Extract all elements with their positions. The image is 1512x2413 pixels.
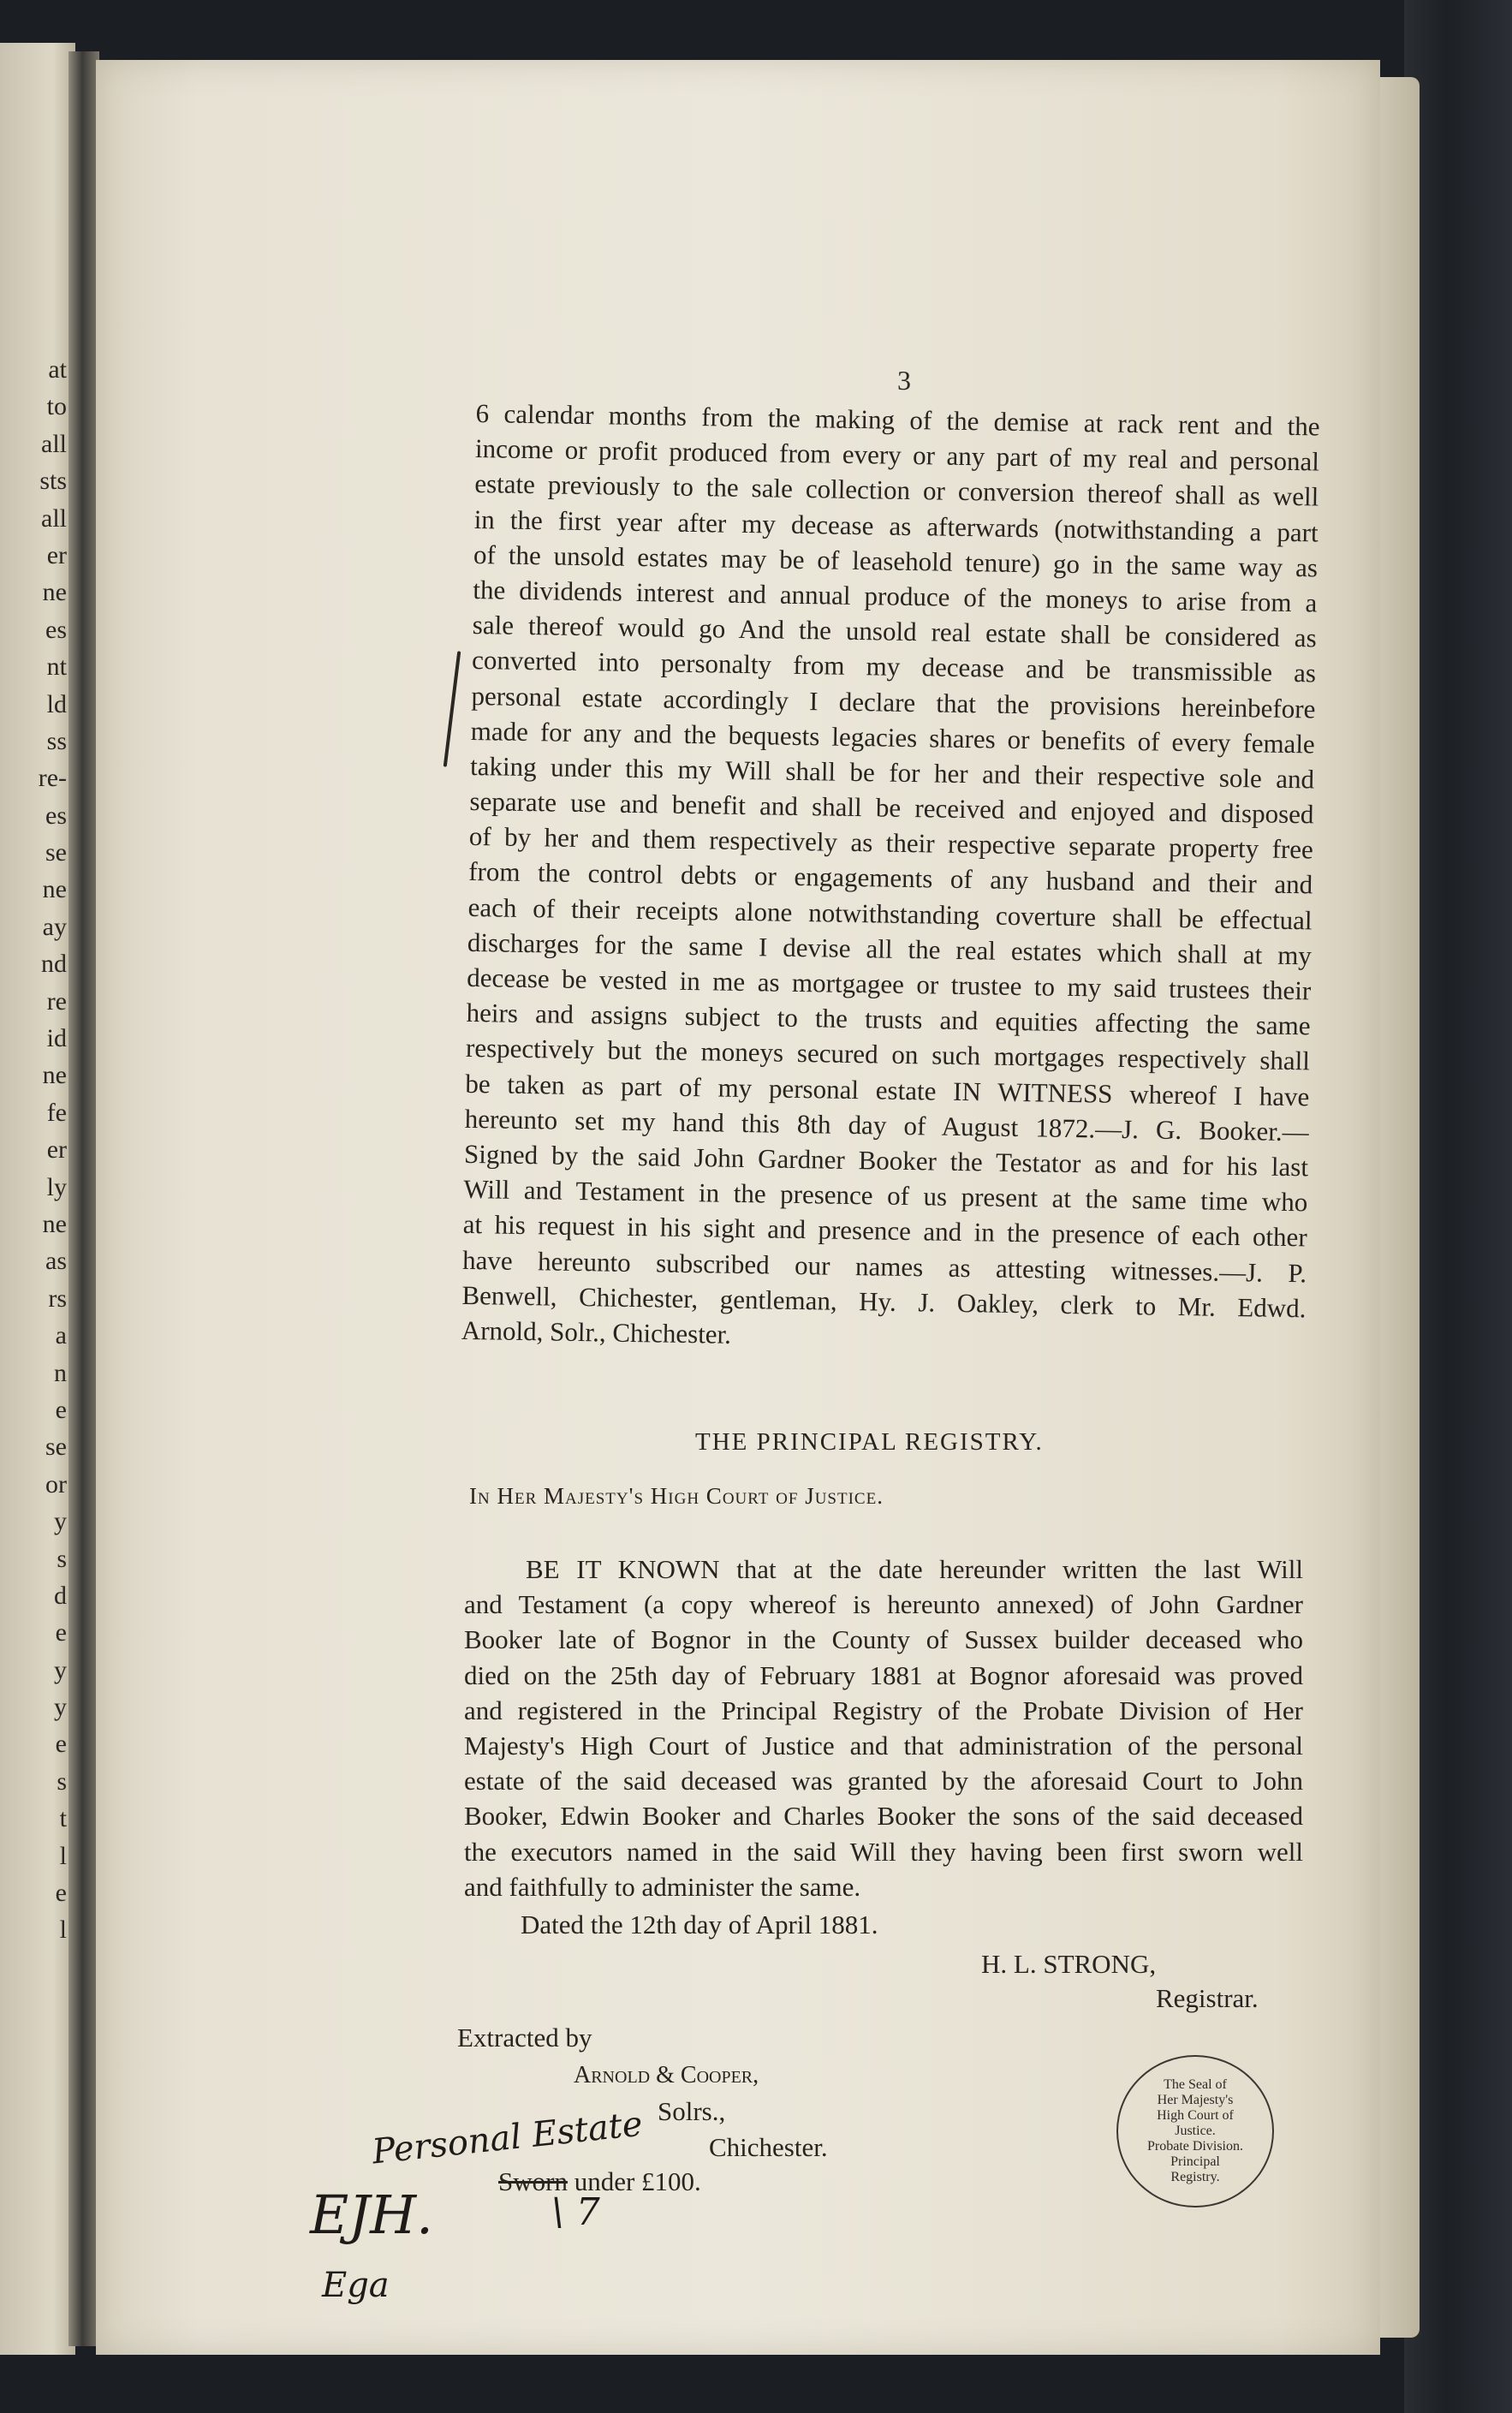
left-page-fragment: sts <box>39 467 67 496</box>
handwritten-subscript: Ega <box>322 2266 390 2305</box>
will-body-line: Arnold, Solr., Chichester. <box>461 1314 732 1349</box>
handwritten-personal-estate: Personal Estate <box>370 2104 645 2172</box>
grant-line: and registered in the Principal Registry of the Probate Division of Her <box>464 1695 1303 1725</box>
grant-line: Majesty's High Court of Justice and that administration of the personal <box>464 1730 1303 1761</box>
left-page-fragment: er <box>46 1135 67 1165</box>
seal-text: The Seal of Her Majesty's High Court of Justice. Probate Division. Principal Registry. <box>1147 2077 1243 2184</box>
will-body-line: Will and Testament in the presence of us present at the same time who <box>463 1174 1308 1218</box>
book-binding <box>1404 0 1512 2413</box>
grant-line: and faithfully to administer the same. <box>464 1871 861 1902</box>
left-page-fragment: er <box>46 540 67 569</box>
left-page-fragment: at <box>48 355 67 384</box>
will-body-line: made for any and the bequests legacies shares or benefits of every female <box>470 715 1316 760</box>
left-page-fragment: ay <box>42 912 67 941</box>
left-page-fragment: all <box>41 503 67 533</box>
registry-heading: THE PRINCIPAL REGISTRY. <box>695 1428 1044 1456</box>
will-body-line: heirs and assigns subject to the trusts and equities affecting the same <box>466 998 1311 1041</box>
extracted-by-label: Extracted by <box>457 2023 592 2053</box>
left-page-fragment: se <box>45 838 67 867</box>
left-page-fragment: n <box>54 1358 67 1387</box>
will-body-line: from the control debts or engagements of any husband and their and <box>467 856 1313 900</box>
will-body-line: at his request in his sight and presence and in the presence of each other <box>462 1209 1307 1253</box>
solicitor-town: Chichester. <box>709 2132 828 2162</box>
will-body-line: discharges for the same I devise all the real estates which shall at my <box>467 926 1313 971</box>
sworn-amount: under £100. <box>567 2166 701 2196</box>
left-page-fragment: s <box>57 1544 67 1573</box>
left-page-fragment: all <box>41 429 67 458</box>
left-page-fragment: ne <box>42 1209 67 1238</box>
registrar-name: H. L. STRONG, <box>981 1949 1157 1979</box>
will-body-line: hereunto set my hand this 8th day of August 1872.—J. G. Booker.— <box>464 1103 1309 1147</box>
left-page-fragment: ne <box>42 578 67 607</box>
left-page-fragment: rs <box>48 1284 67 1313</box>
will-body-line: of by her and them respectively as their respective separate property free <box>468 821 1314 865</box>
will-body-line: the dividends interest and annual produce of the moneys to arise from a <box>473 574 1318 618</box>
will-body-line: estate previously to the sale collection or conversion thereof shall as well <box>474 468 1319 512</box>
book-gutter <box>68 51 99 2346</box>
left-page-text-fragments <box>0 351 68 1949</box>
left-facing-page <box>0 43 75 2355</box>
will-body-line: respectively but the moneys secured on such mortgages respectively shall <box>465 1033 1311 1076</box>
left-page-fragment: e <box>55 1730 67 1759</box>
left-page-fragment: nd <box>41 950 67 979</box>
will-body-line: separate use and benefit and shall be received and enjoyed and disposed <box>469 786 1314 830</box>
left-page-fragment: ne <box>42 875 67 904</box>
left-page-fragment: a <box>55 1321 67 1350</box>
will-body-line: 6 calendar months from the making of the demise at rack rent and the <box>475 397 1320 442</box>
will-body-line: of the unsold estates may be of leasehold tenure) go in the same way as <box>473 539 1319 583</box>
will-body-text <box>461 396 1320 1361</box>
left-page-fragment: e <box>55 1618 67 1647</box>
left-page-fragment: or <box>45 1469 67 1498</box>
left-page-fragment: es <box>45 801 67 830</box>
grant-line: died on the 25th day of February 1881 at Bognor aforesaid was proved <box>464 1659 1303 1690</box>
will-body-line: have hereunto subscribed our names as attesting witnesses.—J. P. <box>461 1244 1307 1288</box>
will-body-line: personal estate accordingly I declare that the provisions hereinbefore <box>471 680 1316 724</box>
grant-line: BE IT KNOWN that at the date hereunder written the last Will <box>526 1554 1303 1584</box>
grant-line: the executors named in the said Will they having been first sworn well <box>464 1836 1303 1867</box>
registrar-title: Registrar. <box>1156 1983 1259 2013</box>
left-page-fragment: fe <box>46 1098 67 1127</box>
court-subheading: In Her Majesty's High Court of Justice. <box>469 1483 884 1509</box>
will-body-line: taking under this my Will shall be for her and their respective sole and <box>469 750 1315 795</box>
left-page-fragment: y <box>54 1507 67 1536</box>
left-page-fragment: as <box>45 1247 67 1276</box>
will-body-line: decease be vested in me as mortgagee or trustee to my said trustees their <box>467 962 1312 1006</box>
left-page-fragment: y <box>54 1655 67 1684</box>
sworn-struck-word: Sworn <box>498 2166 568 2196</box>
left-page-fragment: es <box>45 615 67 644</box>
left-page-fragment: e <box>55 1879 67 1908</box>
dated-line: Dated the 12th day of April 1881. <box>521 1910 878 1939</box>
document-page <box>96 60 1380 2355</box>
left-page-fragment: l <box>59 1916 67 1945</box>
left-page-fragment: re- <box>38 764 67 793</box>
page-number: 3 <box>897 365 911 396</box>
left-page-fragment: e <box>55 1395 67 1424</box>
left-page-fragment: t <box>59 1804 67 1833</box>
left-page-fragment: l <box>59 1841 67 1870</box>
solicitor-role: Solrs., <box>658 2096 726 2126</box>
left-page-fragment: s <box>57 1767 67 1796</box>
will-body-line: in the first year after my decease as afterwards (notwithstanding a part <box>473 503 1319 548</box>
will-body-line: Signed by the said John Gardner Booker the Testator as and for his last <box>463 1138 1309 1183</box>
grant-paragraph <box>464 1552 1303 1904</box>
court-seal-stamp <box>1116 2055 1274 2207</box>
left-page-fragment: ld <box>46 689 67 718</box>
left-page-fragment: re <box>46 986 67 1016</box>
left-page-fragment: to <box>46 392 67 421</box>
left-page-fragment: y <box>54 1693 67 1722</box>
handwritten-initials: EJH. <box>310 2184 433 2246</box>
margin-pencil-mark <box>443 651 461 766</box>
will-body-line: sale thereof would go And the unsold real estate shall be considered as <box>472 610 1317 653</box>
left-page-fragment: ss <box>46 726 67 755</box>
left-page-fragment: se <box>45 1433 67 1462</box>
grant-line: Booker late of Bognor in the County of Sussex builder deceased who <box>464 1624 1303 1655</box>
grant-line: Booker, Edwin Booker and Charles Booker the sons of the said deceased <box>464 1801 1303 1832</box>
grant-line: and Testament (a copy whereof is hereunto annexed) of John Gardner <box>464 1589 1303 1620</box>
will-body-line: each of their receipts alone notwithstanding coverture shall be effectual <box>467 891 1313 936</box>
left-page-fragment: ne <box>42 1061 67 1090</box>
left-page-fragment: d <box>54 1581 67 1610</box>
will-body-line: converted into personalty from my decease and be transmissible as <box>471 645 1317 688</box>
left-page-fragment: nt <box>46 652 67 682</box>
will-body-line: Benwell, Chichester, gentleman, Hy. J. Oakley, clerk to Mr. Edwd. <box>461 1279 1307 1324</box>
left-page-fragment: ly <box>46 1172 67 1201</box>
will-body-line: be taken as part of my personal estate IN WITNESS whereof I have <box>465 1068 1310 1111</box>
handwritten-figure: \ 7 <box>551 2190 600 2234</box>
will-body-line: income or profit produced from every or any part of my real and personal <box>474 433 1320 477</box>
left-page-fragment: id <box>46 1024 67 1053</box>
grant-line: estate of the said deceased was granted by the aforesaid Court to John <box>464 1766 1303 1796</box>
solicitor-firm: Arnold & Cooper, <box>574 2062 759 2088</box>
